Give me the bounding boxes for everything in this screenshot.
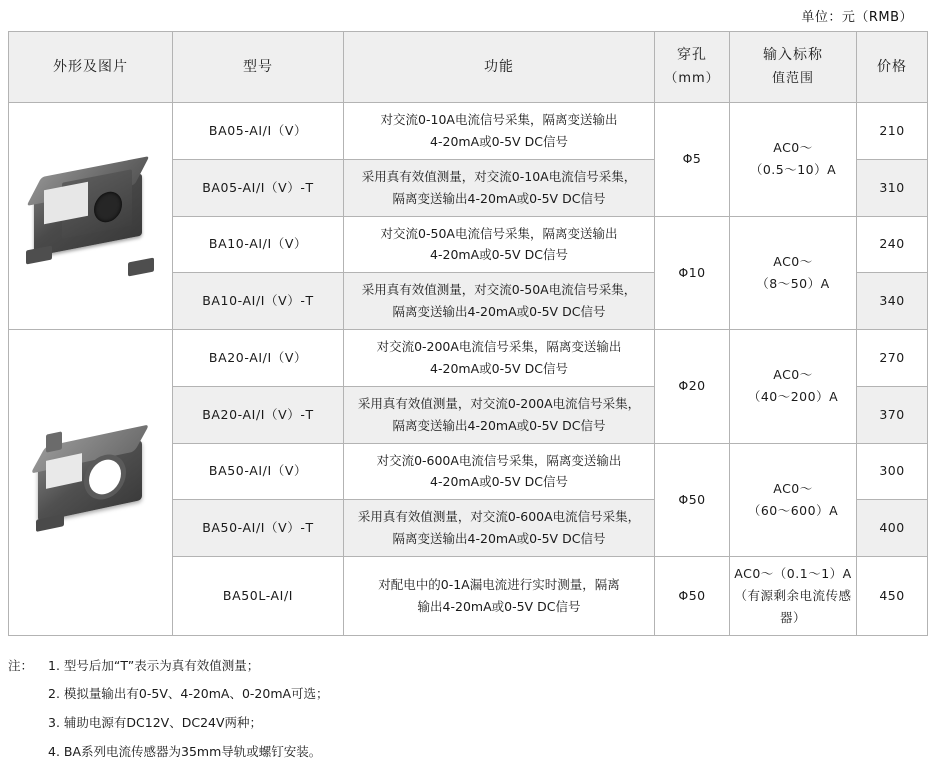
cell-model: BA50-AI/I（V）-T	[173, 500, 344, 557]
function-line-2: 4-20mA或0-5V DC信号	[430, 247, 568, 263]
function-line-2: 隔离变送输出4-20mA或0-5V DC信号	[392, 531, 606, 547]
cell-range	[730, 216, 857, 330]
note-item: 4. BA系列电流传感器为35mm导轨或螺钉安装。	[48, 743, 322, 759]
rectangular-ct-image	[16, 156, 166, 276]
cell-function	[344, 216, 655, 273]
ct2-clip-shape	[46, 432, 62, 453]
cell-model: BA10-AI/I（V）	[173, 216, 344, 273]
range-line-1: AC0～	[773, 367, 813, 383]
cell-hole: Φ5	[655, 103, 730, 217]
round-window-ct-image	[16, 427, 166, 537]
cell-model: BA10-AI/I（V）-T	[173, 273, 344, 330]
table-row	[9, 330, 928, 387]
ct-foot-right	[128, 257, 154, 276]
cell-price: 370	[857, 386, 928, 443]
cell-price: 400	[857, 500, 928, 557]
cell-model: BA50L-AI/I	[173, 557, 344, 636]
cell-model: BA20-AI/I（V）-T	[173, 386, 344, 443]
function-line-2: 4-20mA或0-5V DC信号	[430, 360, 568, 376]
col-header-range-label: 输入标称	[763, 47, 823, 64]
function-line-2: 4-20mA或0-5V DC信号	[430, 474, 568, 490]
range-line-2: （60～600）A	[747, 502, 839, 518]
function-line-1: 采用真有效值测量，对交流0-50A电流信号采集，	[361, 282, 637, 298]
cell-hole: Φ10	[655, 216, 730, 330]
cell-range	[730, 557, 857, 636]
range-line-2: （8～50）A	[756, 275, 830, 291]
cell-function	[344, 330, 655, 387]
notes-label: 注：	[8, 657, 34, 673]
table-header	[9, 32, 928, 103]
note-item: 1. 型号后加“T”表示为真有效值测量；	[48, 657, 260, 673]
cell-model: BA05-AI/I（V）	[173, 103, 344, 160]
col-header-hole-unit: （mm）	[664, 70, 720, 86]
cell-range	[730, 103, 857, 217]
function-line-2: 隔离变送输出4-20mA或0-5V DC信号	[392, 417, 606, 433]
function-line-2: 输出4-20mA或0-5V DC信号	[417, 598, 581, 614]
cell-function	[344, 386, 655, 443]
cell-hole: Φ20	[655, 330, 730, 444]
table-row	[9, 103, 928, 160]
cell-price: 270	[857, 330, 928, 387]
cell-price: 310	[857, 159, 928, 216]
ct-foot-left	[26, 245, 52, 264]
cell-hole: Φ50	[655, 557, 730, 636]
col-header-model	[173, 32, 344, 103]
function-line-1: 对交流0-600A电流信号采集，隔离变送输出	[376, 452, 622, 468]
function-line-1: 对配电中的0-1A漏电流进行实时测量，隔离	[378, 576, 620, 592]
range-line-1: AC0～	[773, 253, 813, 269]
range-line-2: （有源剩余电流传感器）	[734, 587, 852, 625]
cell-function	[344, 159, 655, 216]
col-header-function	[344, 32, 655, 103]
col-header-hole	[655, 32, 730, 103]
note-item: 3. 辅助电源有DC12V、DC24V两种；	[48, 715, 263, 731]
range-line-2: （40～200）A	[747, 389, 839, 405]
function-line-1: 对交流0-10A电流信号采集，隔离变送输出	[380, 112, 618, 127]
product-price-table	[8, 31, 928, 636]
cell-function	[344, 103, 655, 160]
function-line-1: 采用真有效值测量，对交流0-200A电流信号采集，	[357, 395, 641, 411]
cell-function	[344, 557, 655, 636]
function-line-1: 采用真有效值测量，对交流0-10A电流信号采集，	[361, 168, 637, 184]
cell-model: BA50-AI/I（V）	[173, 443, 344, 500]
range-line-1: AC0～（0.1～1）A	[734, 566, 852, 581]
col-header-appearance-label: 外形及图片	[53, 58, 128, 75]
cell-function	[344, 273, 655, 330]
cell-price: 210	[857, 103, 928, 160]
col-header-appearance	[9, 32, 173, 103]
col-header-range	[730, 32, 857, 103]
function-line-2: 4-20mA或0-5V DC信号	[430, 133, 568, 149]
cell-range	[730, 443, 857, 557]
cell-model: BA05-AI/I（V）-T	[173, 159, 344, 216]
function-line-1: 采用真有效值测量，对交流0-600A电流信号采集，	[357, 509, 641, 525]
cell-range	[730, 330, 857, 444]
range-line-1: AC0～	[773, 480, 813, 496]
range-line-2: （0.5～10）A	[749, 162, 837, 178]
cell-price: 240	[857, 216, 928, 273]
product-image-cell-2	[9, 330, 173, 636]
notes-section	[8, 652, 921, 767]
range-line-1: AC0～	[773, 140, 813, 156]
note-item: 2. 模拟量输出有0-5V、4-20mA、0-20mA可选；	[48, 686, 329, 702]
function-line-2: 隔离变送输出4-20mA或0-5V DC信号	[392, 304, 606, 320]
col-header-price-label: 价格	[877, 58, 907, 75]
cell-price: 300	[857, 443, 928, 500]
col-header-range-sub: 值范围	[771, 70, 814, 86]
function-line-1: 对交流0-50A电流信号采集，隔离变送输出	[380, 225, 618, 241]
notes-list	[48, 652, 921, 767]
col-header-function-label: 功能	[484, 58, 514, 75]
cell-function	[344, 500, 655, 557]
cell-hole: Φ50	[655, 443, 730, 557]
product-image-cell-1	[9, 103, 173, 330]
unit-note: 单位：元（RMB）	[801, 10, 913, 25]
table-body	[9, 103, 928, 636]
table-header-row	[9, 32, 928, 103]
cell-model: BA20-AI/I（V）	[173, 330, 344, 387]
cell-function	[344, 443, 655, 500]
col-header-model-label: 型号	[243, 58, 273, 75]
cell-price: 450	[857, 557, 928, 636]
col-header-price	[857, 32, 928, 103]
col-header-hole-label: 穿孔	[677, 47, 707, 64]
cell-price: 340	[857, 273, 928, 330]
function-line-1: 对交流0-200A电流信号采集，隔离变送输出	[376, 339, 622, 354]
function-line-2: 隔离变送输出4-20mA或0-5V DC信号	[392, 190, 606, 206]
